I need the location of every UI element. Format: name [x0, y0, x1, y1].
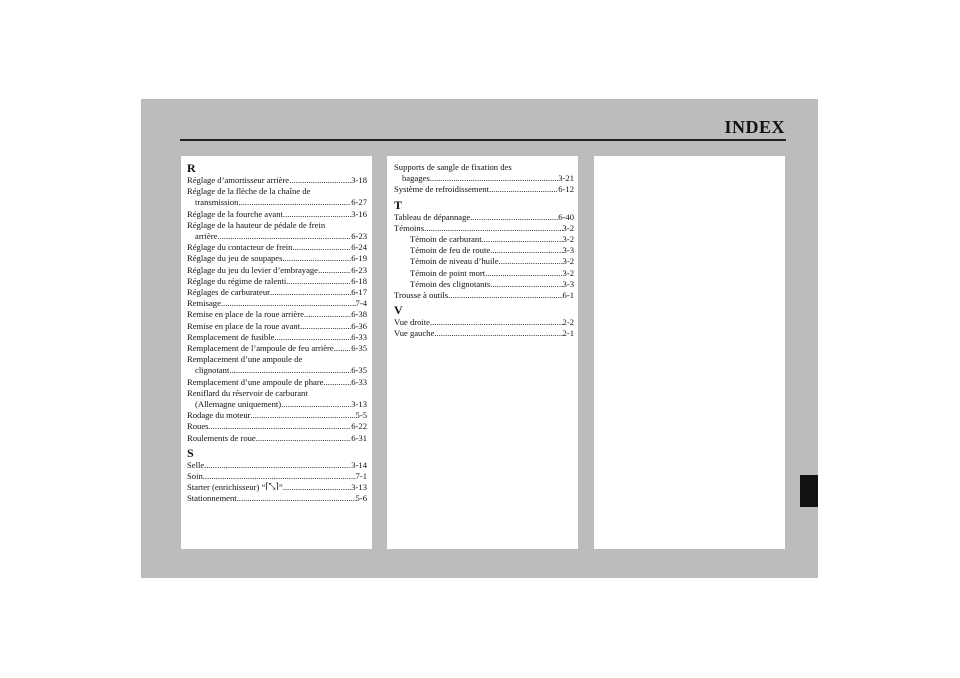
- index-entry: Remise en place de la roue arrière ..... 6-38: [187, 309, 367, 320]
- index-entry: Vue droite ..... 2-2: [394, 317, 574, 328]
- index-entry: Réglage du jeu de soupapes ..... 6-19: [187, 253, 367, 264]
- index-entry: Remisage ..... 7-4: [187, 298, 367, 309]
- section-letter-t: T: [394, 197, 403, 212]
- index-subentry: Témoin de carburant ..... 3-2: [394, 234, 574, 245]
- index-entry-line1: Reniflard du réservoir de carburant: [187, 387, 308, 398]
- index-entry: Réglage d’amortisseur arrière ..... 3-18: [187, 175, 367, 186]
- index-entry-line1: Remplacement d’une ampoule de: [187, 354, 303, 365]
- index-subentry: Témoin de feu de route ..... 3-3: [394, 245, 574, 256]
- index-entry: Témoins ..... 3-2: [394, 223, 574, 234]
- index-entry-line1: Réglage de la hauteur de pédale de frein: [187, 219, 326, 230]
- index-entry: Roulements de roue ..... 6-31: [187, 433, 367, 444]
- page-title: INDEX: [724, 117, 785, 137]
- index-entry-line1: Réglage de la flèche de la chaîne de: [187, 186, 311, 197]
- index-entry: Remplacement de fusible ..... 6-33: [187, 332, 367, 343]
- index-entry: Soin ..... 7-1: [187, 471, 367, 482]
- index-subentry: Témoin de niveau d’huile ..... 3-2: [394, 256, 574, 267]
- index-entry: Système de refroidissement ..... 6-12: [394, 184, 574, 195]
- index-entry: Selle ..... 3-14: [187, 460, 367, 471]
- section-letter-s: S: [187, 445, 194, 460]
- index-entry: Remise en place de la roue avant ..... 6-36: [187, 321, 367, 332]
- index-entry: Réglage du contacteur de frein ..... 6-24: [187, 242, 367, 253]
- index-entry: Rodage du moteur ..... 5-5: [187, 410, 367, 421]
- index-subentry: Témoin des clignotants ..... 3-3: [394, 279, 574, 290]
- index-entry: Réglages de carburateur ..... 6-17: [187, 287, 367, 298]
- index-entry: Trousse à outils ..... 6-1: [394, 290, 574, 301]
- chapter-tab: [800, 475, 818, 507]
- index-entry-line1: Supports de sangle de fixation des: [394, 162, 512, 172]
- index-entry: Stationnement ..... 5-6: [187, 493, 367, 504]
- index-entry: Réglage du jeu du levier d’embrayage ..... 6-23: [187, 265, 367, 276]
- index-entry: Réglage de la fourche avant ..... 3-16: [187, 209, 367, 220]
- index-entry: Tableau de dépannage ..... 6-40: [394, 212, 574, 223]
- index-entry: Roues ..... 6-22: [187, 421, 367, 432]
- index-entry: (Allemagne uniquement) ..... 3-13: [187, 399, 367, 410]
- section-letter-v: V: [394, 303, 403, 318]
- index-entry: transmission ..... 6-27: [187, 197, 367, 208]
- header-rule: [180, 139, 786, 141]
- index-entry: arrière ..... 6-23: [187, 231, 367, 242]
- index-entry: Vue gauche ..... 2-1: [394, 328, 574, 339]
- index-entry: Réglage du régime de ralenti ..... 6-18: [187, 276, 367, 287]
- index-subentry: Témoin de point mort ..... 3-2: [394, 268, 574, 279]
- index-entry: Remplacement de l’ampoule de feu arrière ..... 6-35: [187, 343, 367, 354]
- index-entry: Remplacement d’une ampoule de phare ..... 6-33: [187, 377, 367, 388]
- index-panel-3: [594, 156, 785, 549]
- index-column-2: [394, 162, 574, 340]
- index-entry: clignotant ..... 6-35: [187, 365, 367, 376]
- index-entry: Starter (enrichisseur) “ ⌈⤡⌉ ” ..... 3-13: [187, 482, 367, 493]
- index-column-1: [187, 162, 367, 505]
- index-entry: bagages ..... 3-21: [394, 173, 574, 184]
- choke-icon: ⌈⤡⌉: [265, 482, 279, 493]
- section-letter-r: R: [187, 161, 196, 175]
